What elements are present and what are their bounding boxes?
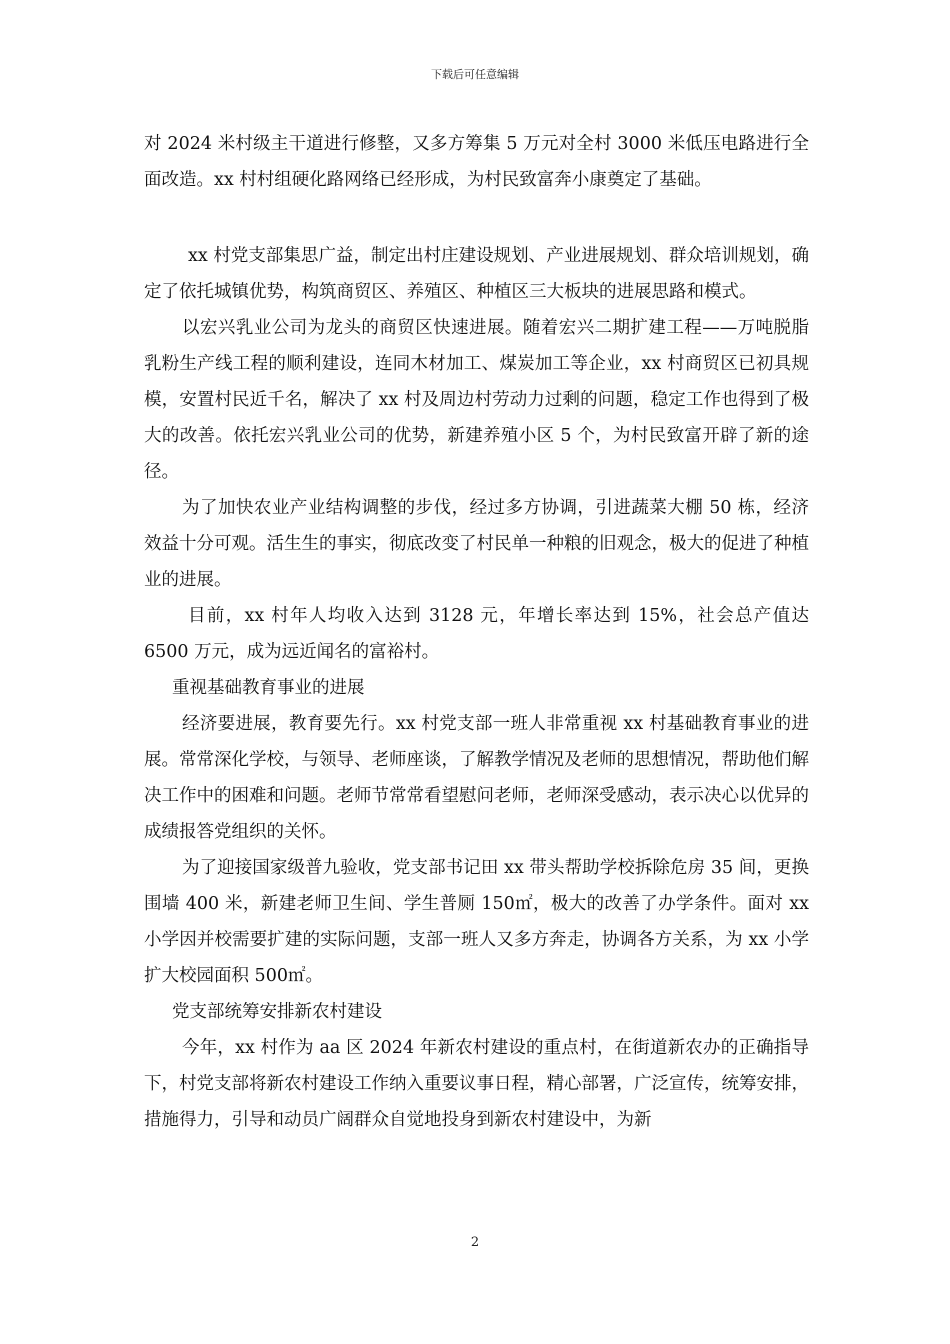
page-header: 下载后可任意编辑 (431, 68, 519, 81)
paragraph-new-village: 今年，xx 村作为 aa 区 2024 年新农村建设的重点村，在街道新农办的正确指导下，村党支部将新农村建设工作纳入重要议事日程，精心部署，广泛宣传，统筹安排，措施得力，引导和动员广阔群众自觉地投身到新农村建设中，为新 (144, 1038, 809, 1130)
paragraph-school-upgrade: 为了迎接国家级普九验收，党支部书记田 xx 带头帮助学校拆除危房 35 间，更换围墙 400 米，新建老师卫生间、学生普厕 150㎡，极大的改善了办学条件。面对 xx 小学因并校需要扩建的实际问题，支部一班人又多方奔走，协调各方关系，为 xx 小学扩大校园面积 500㎡。 (144, 858, 809, 986)
page-number: 2 (470, 1235, 480, 1250)
paragraph-planning: xx 村党支部集思广益，制定出村庄建设规划、产业进展规划、群众培训规划，确定了依托城镇优势，构筑商贸区、养殖区、种植区三大板块的进展思路和模式。 (144, 246, 809, 302)
section-heading-new-village: 党支部统筹安排新农村建设 (172, 1002, 382, 1022)
section-heading-education: 重视基础教育事业的进展 (172, 678, 365, 698)
paragraph-education: 经济要进展，教育要先行。xx 村党支部一班人非常重视 xx 村基础教育事业的进展。常常深化学校，与领导、老师座谈，了解教学情况及老师的思想情况，帮助他们解决工作中的困难和问题。老师节常常看望慰问老师，老师深受感动，表示决心以优异的成绩报答党组织的关怀。 (144, 714, 809, 842)
paragraph-trade-zone: 以宏兴乳业公司为龙头的商贸区快速进展。随着宏兴二期扩建工程——万吨脱脂乳粉生产线工程的顺利建设，连同木材加工、煤炭加工等企业，xx 村商贸区已初具规模，安置村民近千名，解决了 xx 村及周边村劳动力过剩的问题，稳定工作也得到了极大的改善。依托宏兴乳业公司的优势，新建养殖小区 5 个，为村民致富开辟了新的途径。 (144, 318, 809, 482)
paragraph-roads: 对 2024 米村级主干道进行修整，又多方筹集 5 万元对全村 3000 米低压电路进行全面改造。xx 村村组硬化路网络已经形成，为村民致富奔小康奠定了基础。 (144, 134, 809, 190)
paragraph-income: 目前，xx 村年人均收入达到 3128 元，年增长率达到 15%，社会总产值达 6500 万元，成为远近闻名的富裕村。 (144, 606, 809, 662)
paragraph-agriculture: 为了加快农业产业结构调整的步伐，经过多方协调，引进蔬菜大棚 50 栋，经济效益十分可观。活生生的事实，彻底改变了村民单一种粮的旧观念，极大的促进了种植业的进展。 (144, 498, 809, 590)
document-body (144, 126, 809, 1138)
